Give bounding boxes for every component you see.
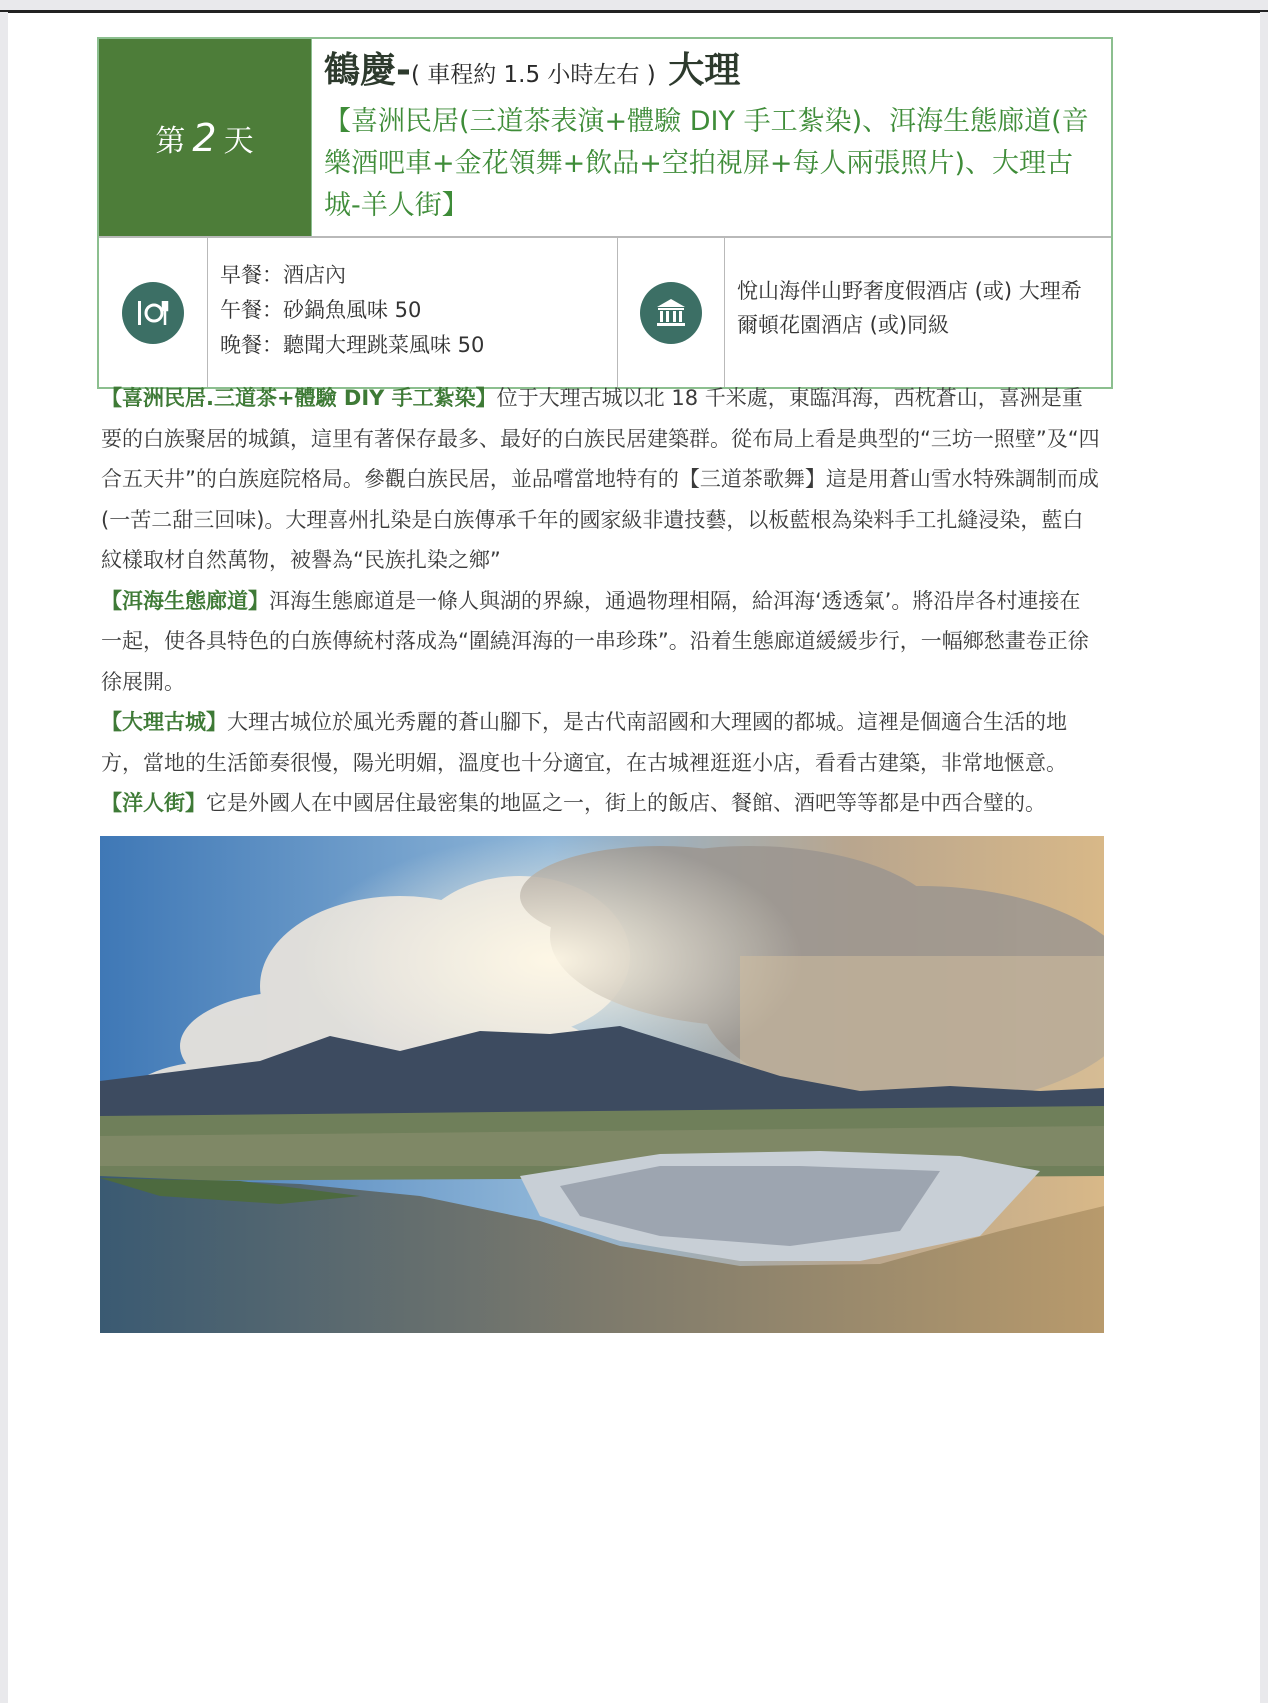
itinerary-table (97, 37, 1113, 389)
dinner-text: 晚餐：聽聞大理跳菜風味 50 (220, 333, 485, 357)
hotel-name: 悅山海伴山野奢度假酒店 (或) 大理希爾頓花園酒店 (或)同級 (737, 279, 1082, 337)
section-text: 大理古城位於風光秀麗的蒼山腳下，是古代南詔國和大理國的都城。這裡是個適合生活的地方，當地的生活節奏很慢，陽光明媚，溫度也十分適宜，在古城裡逛逛小店，看看古建築，非常地愜意。 (101, 710, 1067, 775)
day-badge (99, 39, 311, 236)
route-cell (311, 39, 1111, 236)
section-title: 【大理古城】 (101, 710, 227, 734)
section-xizhou (101, 378, 1101, 581)
section-text: 洱海生態廊道是一條人與湖的界線，通過物理相隔，給洱海‘透透氣’。將沿岸各村連接在一起，使各具特色的白族傳統村落成為“圍繞洱海的一串珍珠”。沿着生態廊道緩緩步行，一幅鄉愁畫卷正徐徐展開。 (101, 588, 1089, 694)
section-title: 【喜洲民居.三道茶+體驗 DIY 手工紮染】 (101, 386, 497, 410)
meals-list (208, 238, 618, 387)
section-erhai-corridor (101, 581, 1101, 703)
day-suffix: 天 (223, 123, 255, 159)
drive-time: ( 車程約 1.5 小時左右 ) (410, 62, 656, 88)
section-dali-old-town (101, 702, 1101, 783)
breakfast-text: 早餐：酒店內 (220, 263, 346, 287)
route-from: 鶴慶- (324, 50, 411, 91)
route-to: 大理 (668, 50, 741, 91)
hotel-icon-cell (618, 238, 725, 387)
meals-icon-cell (99, 238, 208, 387)
section-text: 位于大理古城以北 18 千米處，東臨洱海，西枕蒼山，喜洲是重要的白族聚居的城鎮，這里有著保存最多、最好的白族民居建築群。從布局上看是典型的“三坊一照壁”及“四合五天井”的白族庭院格局。參觀白族民居，並品嚐當地特有的【三道茶歌舞】這是用蒼山雪水特殊調制而成(一苦二甜三回味)。大理喜州扎染是白族傳承千年的國家級非遺技藝，以板藍根為染料手工扎縫浸染，藍白紋樣取材自然萬物，被譽為“民族扎染之鄉” (101, 386, 1100, 572)
route-detail: 【喜洲民居(三道茶表演+體驗 DIY 手工紮染)、洱海生態廊道(音樂酒吧車+金花領舞+飲品+空拍視屏+每人兩張照片)、大理古城-羊人街】 (324, 106, 1089, 221)
hotel-icon (640, 282, 702, 344)
day-header-row (99, 39, 1111, 238)
lunch-text: 午餐：砂鍋魚風味 50 (220, 298, 422, 322)
day-number: 2 (192, 115, 218, 160)
section-text: 它是外國人在中國居住最密集的地區之一，街上的飯店、餐館、酒吧等等都是中西合璧的。 (206, 791, 1046, 815)
route-title (324, 47, 1097, 99)
meals-hotel-row (99, 238, 1111, 387)
day-prefix: 第 (155, 123, 187, 159)
landscape-photo (100, 836, 1104, 1333)
section-title: 【洋人街】 (101, 791, 206, 815)
restaurant-icon (122, 282, 184, 344)
itinerary-description (101, 378, 1101, 824)
section-foreigner-street (101, 783, 1101, 824)
section-title: 【洱海生態廊道】 (101, 588, 269, 613)
